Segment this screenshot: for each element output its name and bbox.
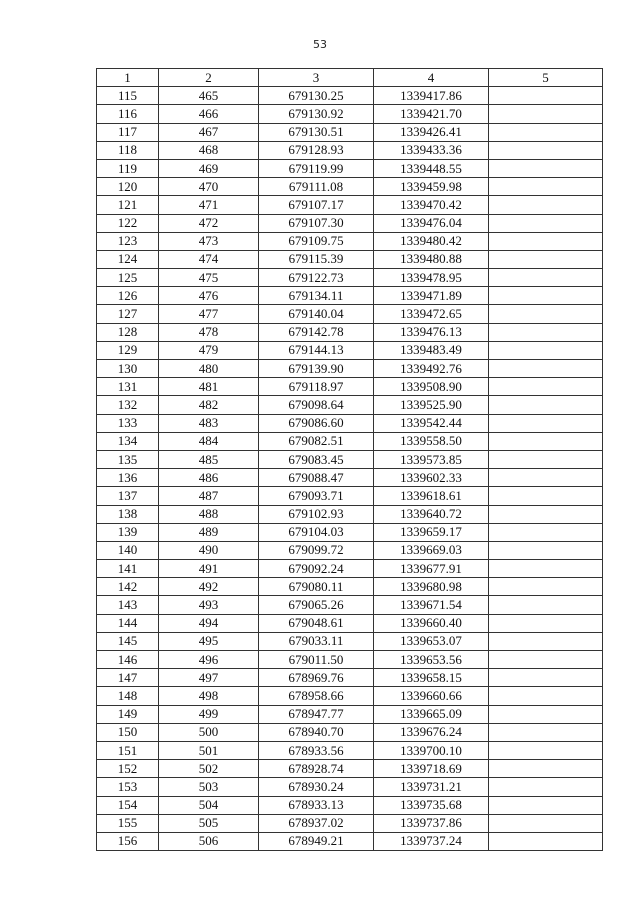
table-cell: 679128.93 [259,141,374,159]
table-cell [489,414,603,432]
table-row [97,269,603,287]
table-cell: 679144.13 [259,341,374,359]
table-cell: 482 [159,396,259,414]
table-cell: 146 [97,651,159,669]
table-cell: 679111.08 [259,178,374,196]
table-cell [489,360,603,378]
table-row [97,232,603,250]
table-cell: 469 [159,159,259,177]
table-cell: 122 [97,214,159,232]
table-cell [489,469,603,487]
table-cell: 154 [97,796,159,814]
table-cell [489,396,603,414]
table-cell: 484 [159,432,259,450]
table-row [97,832,603,850]
table-row [97,250,603,268]
table-cell: 1339676.24 [374,723,489,741]
table-cell: 678933.13 [259,796,374,814]
table-cell: 679080.11 [259,578,374,596]
table-cell: 1339680.98 [374,578,489,596]
table-cell: 1339421.70 [374,105,489,123]
table-cell: 1339731.21 [374,778,489,796]
table-cell: 476 [159,287,259,305]
table-row [97,578,603,596]
table-cell: 1339573.85 [374,450,489,468]
table-row [97,541,603,559]
table-cell: 1339660.66 [374,687,489,705]
table-cell: 468 [159,141,259,159]
table-cell [489,487,603,505]
table-cell: 1339737.86 [374,814,489,832]
table-cell: 1339659.17 [374,523,489,541]
table-cell: 1339677.91 [374,560,489,578]
table-cell: 499 [159,705,259,723]
table-cell [489,450,603,468]
table-cell: 141 [97,560,159,578]
table-cell: 131 [97,378,159,396]
table-row [97,360,603,378]
table-cell: 126 [97,287,159,305]
table-cell: 1339665.09 [374,705,489,723]
table-cell: 678937.02 [259,814,374,832]
table-cell: 1339618.61 [374,487,489,505]
table-row [97,814,603,832]
table-cell: 119 [97,159,159,177]
table-cell: 679033.11 [259,632,374,650]
table-cell [489,578,603,596]
table-cell: 1339476.04 [374,214,489,232]
table-cell [489,87,603,105]
table-row [97,159,603,177]
table-row [97,651,603,669]
table-cell: 1339459.98 [374,178,489,196]
table-cell: 502 [159,760,259,778]
table-cell [489,250,603,268]
column-header: 3 [259,69,374,87]
table-cell: 153 [97,778,159,796]
table-cell: 678940.70 [259,723,374,741]
table-cell: 123 [97,232,159,250]
table-row [97,469,603,487]
table-cell: 679104.03 [259,523,374,541]
table-cell: 679139.90 [259,360,374,378]
table-cell [489,214,603,232]
table-cell: 679098.64 [259,396,374,414]
table-cell: 471 [159,196,259,214]
table-cell: 679122.73 [259,269,374,287]
table-cell: 1339718.69 [374,760,489,778]
table-cell [489,760,603,778]
table-cell: 679140.04 [259,305,374,323]
table-row [97,141,603,159]
table-cell: 679107.17 [259,196,374,214]
table-row [97,341,603,359]
coordinates-table [96,68,603,851]
table-cell: 1339653.07 [374,632,489,650]
table-cell: 493 [159,596,259,614]
table-row [97,105,603,123]
table-cell: 1339737.24 [374,832,489,850]
table-cell: 679088.47 [259,469,374,487]
table-cell: 138 [97,505,159,523]
table-cell: 1339558.50 [374,432,489,450]
table-header-row [97,69,603,87]
table-cell: 1339433.36 [374,141,489,159]
table-cell: 475 [159,269,259,287]
table-cell: 148 [97,687,159,705]
table-row [97,741,603,759]
table-cell: 130 [97,360,159,378]
table-row [97,214,603,232]
table-cell: 678933.56 [259,741,374,759]
table-cell: 147 [97,669,159,687]
table-cell: 1339508.90 [374,378,489,396]
table-cell: 1339735.68 [374,796,489,814]
table-cell [489,141,603,159]
table-row [97,414,603,432]
table-cell: 150 [97,723,159,741]
table-cell: 129 [97,341,159,359]
table-cell: 139 [97,523,159,541]
table-cell [489,432,603,450]
table-cell: 679099.72 [259,541,374,559]
table-cell: 481 [159,378,259,396]
table-cell [489,741,603,759]
table-cell: 679107.30 [259,214,374,232]
table-cell: 128 [97,323,159,341]
table-cell [489,505,603,523]
table-row [97,687,603,705]
table-cell: 1339525.90 [374,396,489,414]
table-cell [489,651,603,669]
table-cell [489,814,603,832]
column-header: 4 [374,69,489,87]
table-cell: 489 [159,523,259,541]
table-cell [489,196,603,214]
table-cell: 145 [97,632,159,650]
table-cell: 133 [97,414,159,432]
table-cell: 466 [159,105,259,123]
table-cell: 152 [97,760,159,778]
table-cell: 679102.93 [259,505,374,523]
table-row [97,432,603,450]
table-cell: 495 [159,632,259,650]
table-cell [489,669,603,687]
table-row [97,669,603,687]
table-cell [489,723,603,741]
table-cell: 679118.97 [259,378,374,396]
table-cell [489,323,603,341]
table-cell: 501 [159,741,259,759]
table-row [97,87,603,105]
table-row [97,778,603,796]
table-row [97,723,603,741]
table-cell: 491 [159,560,259,578]
table-cell: 140 [97,541,159,559]
table-cell: 483 [159,414,259,432]
table-cell [489,341,603,359]
table-cell: 679048.61 [259,614,374,632]
table-cell: 500 [159,723,259,741]
table-cell: 135 [97,450,159,468]
page-number: 53 [313,38,327,51]
column-header: 5 [489,69,603,87]
table-cell [489,596,603,614]
table-cell [489,123,603,141]
table-cell: 506 [159,832,259,850]
table-cell: 678958.66 [259,687,374,705]
table-row [97,560,603,578]
table-cell: 494 [159,614,259,632]
table-cell: 1339653.56 [374,651,489,669]
table-cell: 132 [97,396,159,414]
table-row [97,123,603,141]
table-cell: 151 [97,741,159,759]
table-row [97,178,603,196]
table-cell [489,378,603,396]
table-row [97,305,603,323]
table-cell: 477 [159,305,259,323]
table-cell: 1339492.76 [374,360,489,378]
table-cell: 473 [159,232,259,250]
table-cell: 1339602.33 [374,469,489,487]
table-cell: 679083.45 [259,450,374,468]
table-cell [489,796,603,814]
table-row [97,287,603,305]
table-cell: 472 [159,214,259,232]
table-cell [489,287,603,305]
table-cell: 490 [159,541,259,559]
table-cell [489,632,603,650]
table-cell [489,541,603,559]
table-cell: 1339478.95 [374,269,489,287]
table-cell: 485 [159,450,259,468]
column-header: 2 [159,69,259,87]
table-cell: 1339700.10 [374,741,489,759]
table-row [97,396,603,414]
table-cell: 124 [97,250,159,268]
table-cell: 679130.25 [259,87,374,105]
table-cell: 118 [97,141,159,159]
table-cell [489,269,603,287]
table-cell: 136 [97,469,159,487]
table-cell: 504 [159,796,259,814]
table-cell: 497 [159,669,259,687]
column-header: 1 [97,69,159,87]
table-cell: 1339448.55 [374,159,489,177]
table-cell: 678928.74 [259,760,374,778]
table-cell: 1339426.41 [374,123,489,141]
table-cell: 1339669.03 [374,541,489,559]
table-row [97,705,603,723]
table-cell: 1339472.65 [374,305,489,323]
table-cell [489,523,603,541]
table-row [97,378,603,396]
table-cell: 125 [97,269,159,287]
table-cell: 679130.51 [259,123,374,141]
table-cell: 492 [159,578,259,596]
table-cell [489,178,603,196]
table-cell: 496 [159,651,259,669]
table-cell [489,614,603,632]
table-cell: 1339476.13 [374,323,489,341]
table-cell: 465 [159,87,259,105]
table-cell: 115 [97,87,159,105]
table-cell: 1339483.49 [374,341,489,359]
table-cell: 679109.75 [259,232,374,250]
table-cell: 1339640.72 [374,505,489,523]
table-cell: 679065.26 [259,596,374,614]
table-cell: 1339658.15 [374,669,489,687]
table-cell: 116 [97,105,159,123]
table-cell: 1339480.88 [374,250,489,268]
table-row [97,596,603,614]
table-cell [489,232,603,250]
table-row [97,760,603,778]
table-cell: 678969.76 [259,669,374,687]
table-cell: 1339471.89 [374,287,489,305]
table-cell: 134 [97,432,159,450]
table-cell: 1339480.42 [374,232,489,250]
table-row [97,450,603,468]
table-cell: 480 [159,360,259,378]
table-cell: 127 [97,305,159,323]
table-cell: 679130.92 [259,105,374,123]
table-cell: 467 [159,123,259,141]
table-row [97,323,603,341]
table-row [97,487,603,505]
table-cell: 143 [97,596,159,614]
table-cell: 1339660.40 [374,614,489,632]
table-cell [489,778,603,796]
table-body [97,87,603,851]
table-row [97,523,603,541]
table-cell: 470 [159,178,259,196]
table-row [97,632,603,650]
table-cell: 679142.78 [259,323,374,341]
table-row [97,614,603,632]
table-cell: 1339417.86 [374,87,489,105]
table-row [97,505,603,523]
table-cell: 487 [159,487,259,505]
table-cell: 144 [97,614,159,632]
table-cell: 1339542.44 [374,414,489,432]
table-cell [489,705,603,723]
table-cell: 137 [97,487,159,505]
table-cell: 679082.51 [259,432,374,450]
table-cell [489,159,603,177]
table-cell: 488 [159,505,259,523]
table-row [97,796,603,814]
table-cell: 486 [159,469,259,487]
table-cell: 679115.39 [259,250,374,268]
table-cell: 678930.24 [259,778,374,796]
table-cell: 474 [159,250,259,268]
table-cell: 679093.71 [259,487,374,505]
table-cell: 149 [97,705,159,723]
table-cell: 503 [159,778,259,796]
table-cell: 478 [159,323,259,341]
table-cell [489,687,603,705]
table-cell: 678949.21 [259,832,374,850]
table-cell: 155 [97,814,159,832]
table-cell: 117 [97,123,159,141]
table-cell: 156 [97,832,159,850]
table-cell: 1339671.54 [374,596,489,614]
table-cell: 679119.99 [259,159,374,177]
table-cell [489,105,603,123]
table-cell: 498 [159,687,259,705]
table-cell [489,305,603,323]
table-cell: 120 [97,178,159,196]
table-cell: 679134.11 [259,287,374,305]
table-cell: 1339470.42 [374,196,489,214]
table-cell: 505 [159,814,259,832]
table-cell [489,560,603,578]
table-cell [489,832,603,850]
table-cell: 142 [97,578,159,596]
table-cell: 679086.60 [259,414,374,432]
table-cell: 121 [97,196,159,214]
table-cell: 679092.24 [259,560,374,578]
table-cell: 678947.77 [259,705,374,723]
table-row [97,196,603,214]
table-cell: 679011.50 [259,651,374,669]
table-cell: 479 [159,341,259,359]
